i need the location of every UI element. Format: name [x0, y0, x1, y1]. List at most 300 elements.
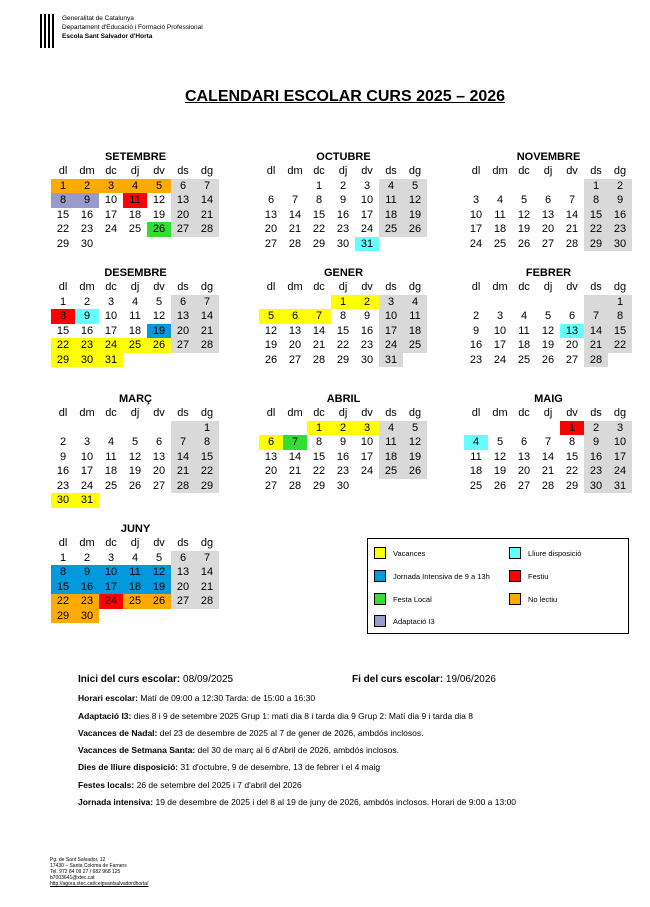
day-header: dj	[543, 407, 553, 419]
day-header: dm	[287, 407, 303, 419]
day-cell: 24	[99, 338, 123, 353]
day-cell: 16	[360, 324, 374, 337]
day-cell: 3	[83, 436, 91, 448]
dies-lliure-disposicio: Dies de lliure disposició: 31 d'octubre, 9 de desembre, 13 de febrer i el 4 maig	[78, 762, 381, 772]
vacances-setmana-santa: Vacances de Setmana Santa: del 30 de març al 6 d'Abril de 2026, ambdós inclosos.	[78, 745, 400, 755]
day-cell: 1	[51, 179, 75, 194]
day-cell: 28	[195, 594, 219, 609]
month-7	[51, 392, 220, 508]
empty-cell	[283, 421, 307, 436]
day-cell: 22	[312, 465, 326, 477]
day-header: dm	[79, 281, 95, 293]
day-cell: 19	[147, 324, 171, 339]
day-cell: 29	[51, 609, 75, 624]
legend-item-adaptacio	[374, 615, 435, 627]
day-cell: 14	[312, 324, 326, 337]
day-cell: 2	[83, 551, 91, 564]
empty-cell	[123, 421, 147, 436]
day-cell: 16	[336, 450, 350, 463]
day-cell: 6	[267, 194, 275, 206]
day-cell: 8	[51, 309, 75, 324]
day-cell: 19	[128, 465, 142, 477]
day-cell: 12	[264, 324, 278, 337]
footer-link[interactable]: http://agora.xtec.cat/ceipsantsalvadordhorta/	[50, 881, 149, 887]
day-cell: 17	[104, 324, 118, 337]
day-cell: 8	[51, 565, 75, 580]
empty-cell	[512, 421, 536, 436]
day-cell: 20	[264, 223, 278, 235]
day-cell: 3	[355, 421, 379, 436]
header-line-2: Departament d'Educació i Formació Professional	[62, 24, 203, 31]
day-cell: 11	[123, 193, 147, 208]
day-cell: 30	[336, 237, 350, 250]
month-name: NOVEMBRE	[516, 151, 581, 163]
day-cell: 24	[80, 479, 94, 492]
day-cell: 18	[128, 208, 142, 221]
day-cell: 27	[152, 479, 166, 492]
month-grid	[51, 280, 220, 367]
day-cell: 26	[493, 479, 507, 492]
empty-cell	[259, 421, 283, 436]
day-cell: 24	[608, 464, 632, 479]
day-cell: 14	[171, 450, 195, 465]
empty-cell	[536, 179, 560, 194]
day-cell: 13	[264, 450, 278, 463]
day-header: dl	[266, 407, 276, 419]
day-cell: 29	[565, 479, 579, 492]
day-cell: 8	[568, 436, 576, 448]
day-header: dc	[313, 165, 325, 177]
day-cell: 7	[195, 179, 219, 194]
vacances-nadal: Vacances de Nadal: del 23 de desembre de 2025 al 7 de gener de 2026, ambdós inclosos.	[78, 728, 424, 738]
day-header: dl	[471, 165, 481, 177]
day-cell: 16	[469, 339, 483, 351]
day-header: dj	[543, 165, 553, 177]
day-cell: 22	[565, 465, 579, 477]
generalitat-logo	[40, 14, 54, 48]
day-cell: 4	[379, 179, 403, 194]
empty-cell	[464, 295, 488, 310]
day-cell: 1	[331, 295, 355, 310]
day-cell: 18	[517, 339, 531, 351]
day-cell: 7	[584, 309, 608, 324]
day-cell: 29	[51, 353, 75, 368]
day-cell: 11	[494, 208, 506, 221]
day-cell: 26	[147, 222, 171, 237]
day-cell: 10	[104, 194, 118, 206]
day-cell: 14	[565, 208, 579, 221]
month-name: SETEMBRE	[104, 151, 167, 163]
day-cell: 28	[195, 338, 219, 353]
day-header: dc	[518, 165, 530, 177]
empty-cell	[283, 179, 307, 194]
day-cell: 23	[336, 465, 350, 477]
day-cell: 27	[264, 479, 278, 492]
day-cell: 10	[379, 309, 403, 324]
day-cell: 12	[403, 435, 427, 450]
day-cell: 19	[403, 208, 427, 223]
day-cell: 20	[171, 580, 195, 595]
month-grid	[259, 164, 428, 251]
day-header: dl	[471, 407, 481, 419]
day-cell: 18	[379, 450, 403, 465]
day-cell: 13	[288, 324, 302, 337]
day-cell: 17	[360, 450, 374, 463]
day-cell: 23	[360, 339, 374, 351]
day-cell: 19	[493, 465, 507, 477]
header-line-3: Escola Sant Salvador d'Horta	[62, 33, 153, 40]
day-header: dv	[566, 165, 578, 177]
day-cell: 22	[584, 222, 608, 237]
day-header: dm	[492, 407, 508, 419]
day-cell: 3	[496, 310, 504, 322]
day-cell: 13	[171, 193, 195, 208]
day-cell: 9	[472, 324, 480, 337]
day-cell: 13	[264, 208, 278, 221]
day-cell: 30	[51, 493, 75, 508]
month-grid	[259, 406, 428, 493]
day-cell: 29	[584, 237, 608, 252]
day-cell: 1	[315, 179, 323, 192]
day-cell: 24	[99, 594, 123, 609]
day-cell: 15	[312, 450, 326, 463]
legend-item-vacances	[374, 547, 425, 559]
legend-swatch	[374, 593, 386, 605]
day-cell: 18	[493, 223, 507, 235]
festes-locals: Festes locals: 26 de setembre del 2025 i 7 d'abril del 2026	[78, 780, 302, 790]
day-cell: 15	[336, 324, 350, 337]
legend-label: Festa Local	[393, 594, 432, 604]
day-cell: 26	[264, 353, 278, 366]
day-cell: 10	[80, 450, 94, 463]
day-cell: 2	[472, 310, 480, 322]
day-header: dm	[79, 407, 95, 419]
day-cell: 27	[541, 237, 555, 250]
day-header: dm	[79, 165, 95, 177]
day-header: dc	[313, 407, 325, 419]
day-cell: 19	[541, 339, 555, 351]
day-header: dg	[200, 281, 214, 293]
month-name: MAIG	[534, 393, 563, 405]
day-cell: 29	[56, 237, 70, 250]
day-cell: 17	[80, 465, 94, 477]
day-cell: 15	[312, 208, 326, 221]
day-cell: 7	[544, 436, 552, 448]
day-cell: 5	[147, 179, 171, 194]
day-cell: 5	[259, 309, 283, 324]
day-cell: 21	[288, 465, 302, 477]
day-cell: 8	[339, 310, 347, 322]
day-header: dc	[105, 165, 117, 177]
footer-line: Tel. 972 84 09 27 / 682 968 125	[50, 869, 121, 875]
month-8	[259, 392, 428, 493]
day-cell: 12	[152, 310, 166, 322]
day-cell: 2	[339, 179, 347, 192]
day-cell: 9	[363, 310, 371, 322]
day-cell: 4	[464, 435, 488, 450]
month-5	[259, 266, 428, 367]
day-cell: 21	[171, 464, 195, 479]
day-header: dj	[130, 165, 140, 177]
day-cell: 20	[171, 208, 195, 223]
day-cell: 11	[403, 309, 427, 324]
month-name: FEBRER	[525, 267, 572, 279]
day-cell: 3	[363, 179, 371, 192]
day-cell: 20	[152, 465, 166, 477]
day-cell: 11	[379, 193, 403, 208]
day-header: dj	[338, 165, 348, 177]
day-header: dm	[492, 165, 508, 177]
day-cell: 20	[171, 324, 195, 339]
day-cell: 7	[307, 309, 331, 324]
day-cell: 6	[544, 194, 552, 206]
day-cell: 22	[336, 339, 350, 351]
day-cell: 6	[155, 436, 163, 448]
day-cell: 31	[99, 353, 123, 368]
day-cell: 1	[584, 179, 608, 194]
day-cell: 28	[565, 237, 579, 250]
day-cell: 12	[147, 565, 171, 580]
footer-line: b7003641@xtec.cat	[50, 875, 95, 881]
legend-swatch	[374, 570, 386, 582]
month-name: JUNY	[120, 523, 151, 535]
day-cell: 9	[339, 436, 347, 448]
day-cell: 15	[56, 208, 70, 221]
day-header: dl	[58, 407, 68, 419]
day-cell: 8	[608, 309, 632, 324]
day-cell: 1	[195, 421, 219, 436]
day-cell: 25	[493, 237, 507, 250]
day-header: dm	[287, 165, 303, 177]
day-cell: 31	[608, 479, 632, 494]
day-header: dj	[543, 281, 553, 293]
day-header: dj	[130, 281, 140, 293]
month-grid	[51, 164, 220, 251]
day-cell: 25	[104, 479, 118, 492]
day-cell: 6	[259, 435, 283, 450]
day-cell: 17	[608, 450, 632, 465]
day-header: dm	[79, 537, 95, 549]
day-header: dc	[313, 281, 325, 293]
month-grid	[51, 406, 220, 508]
legend-label: No lectiu	[528, 594, 558, 604]
day-cell: 24	[360, 223, 374, 235]
day-cell: 21	[584, 338, 608, 353]
day-cell: 2	[59, 436, 67, 448]
day-cell: 27	[171, 222, 195, 237]
day-cell: 18	[403, 324, 427, 339]
day-cell: 7	[195, 295, 219, 310]
day-header: dc	[518, 281, 530, 293]
day-cell: 23	[584, 464, 608, 479]
day-cell: 9	[59, 450, 67, 463]
day-cell: 12	[493, 450, 507, 463]
empty-cell	[536, 421, 560, 436]
month-6	[464, 266, 633, 367]
legend-swatch	[374, 547, 386, 559]
day-cell: 5	[131, 436, 139, 448]
day-cell: 17	[379, 324, 403, 339]
day-cell: 19	[517, 223, 531, 235]
day-header: dl	[266, 165, 276, 177]
day-cell: 3	[608, 421, 632, 436]
day-cell: 17	[104, 208, 118, 221]
day-cell: 15	[565, 450, 579, 463]
empty-cell	[464, 179, 488, 194]
day-cell: 14	[195, 309, 219, 324]
day-cell: 17	[99, 580, 123, 595]
day-cell: 22	[56, 223, 70, 235]
day-cell: 21	[565, 223, 579, 235]
day-header: dg	[613, 281, 627, 293]
legend-swatch	[509, 593, 521, 605]
empty-cell	[536, 295, 560, 310]
day-cell: 28	[288, 479, 302, 492]
day-cell: 12	[128, 450, 142, 463]
day-header: dv	[153, 165, 165, 177]
header-line-1: Generalitat de Catalunya	[62, 15, 134, 22]
day-cell: 19	[147, 580, 171, 595]
day-cell: 27	[565, 353, 579, 366]
day-cell: 21	[312, 339, 326, 351]
day-cell: 30	[75, 353, 99, 368]
month-3	[464, 150, 633, 251]
day-cell: 10	[469, 208, 483, 221]
day-cell: 25	[123, 594, 147, 609]
day-cell: 30	[608, 237, 632, 252]
day-cell: 8	[195, 435, 219, 450]
day-cell: 21	[195, 580, 219, 595]
day-cell: 25	[123, 338, 147, 353]
day-cell: 4	[131, 295, 139, 308]
day-cell: 6	[568, 310, 576, 322]
day-cell: 4	[520, 310, 528, 322]
jornada-intensiva: Jornada intensiva: 19 de desembre de 2025 i del 8 al 19 de juny de 2026, ambdós inclosos. Horari de 9:00 a 13:00	[78, 797, 517, 807]
day-cell: 22	[51, 338, 75, 353]
day-cell: 1	[59, 295, 67, 308]
day-cell: 11	[123, 565, 147, 580]
day-cell: 31	[75, 493, 99, 508]
legend	[367, 538, 629, 634]
fi-curs: Fi del curs escolar: 19/06/2026	[352, 674, 496, 685]
day-header: dv	[566, 281, 578, 293]
day-cell: 25	[469, 479, 483, 492]
day-cell: 15	[56, 324, 70, 337]
day-header: dj	[338, 281, 348, 293]
day-cell: 25	[379, 464, 403, 479]
inici-curs: Inici del curs escolar: 08/09/2025	[78, 674, 234, 685]
empty-cell	[560, 179, 584, 194]
month-name: DESEMBRE	[104, 267, 167, 279]
month-grid	[51, 536, 220, 623]
day-cell: 15	[51, 580, 75, 595]
day-cell: 30	[80, 237, 94, 250]
day-cell: 10	[360, 194, 374, 206]
day-cell: 4	[107, 436, 115, 448]
day-cell: 6	[171, 179, 195, 194]
day-cell: 11	[470, 450, 482, 463]
day-cell: 15	[584, 208, 608, 223]
adaptacio-i3: Adaptació I3: dies 8 i 9 de setembre 2025 Grup 1: matí dia 8 i tarda dia 9 Grup 2: Matí dia 9 i tarda dia 8	[78, 711, 473, 721]
day-cell: 7	[568, 194, 576, 206]
day-cell: 9	[339, 194, 347, 206]
day-cell: 18	[104, 465, 118, 477]
day-cell: 23	[75, 338, 99, 353]
day-cell: 13	[541, 208, 555, 221]
day-header: dm	[492, 281, 508, 293]
day-cell: 20	[565, 339, 579, 351]
empty-cell	[488, 179, 512, 194]
day-cell: 31	[355, 237, 379, 252]
day-header: dv	[566, 407, 578, 419]
day-cell: 26	[403, 464, 427, 479]
day-cell: 13	[560, 324, 584, 339]
day-header: ds	[177, 281, 189, 293]
day-cell: 29	[312, 479, 326, 492]
day-cell: 6	[520, 436, 528, 448]
day-cell: 10	[104, 310, 118, 322]
empty-cell	[259, 295, 283, 310]
footer-address	[50, 857, 148, 887]
day-cell: 13	[171, 309, 195, 324]
day-cell: 12	[517, 208, 531, 221]
empty-cell	[307, 295, 331, 310]
day-header: dv	[361, 165, 373, 177]
day-cell: 20	[264, 465, 278, 477]
day-header: dg	[200, 165, 214, 177]
day-cell: 2	[75, 179, 99, 194]
day-cell: 12	[152, 194, 166, 206]
day-cell: 16	[56, 465, 70, 477]
day-cell: 15	[195, 450, 219, 465]
day-cell: 28	[288, 237, 302, 250]
month-4	[51, 266, 220, 367]
day-cell: 16	[75, 580, 99, 595]
day-cell: 3	[107, 551, 115, 564]
day-header: dg	[408, 281, 422, 293]
day-cell: 17	[493, 339, 507, 351]
day-header: ds	[590, 281, 602, 293]
day-cell: 30	[360, 353, 374, 366]
day-header: ds	[177, 407, 189, 419]
legend-label: Festiu	[528, 571, 549, 581]
day-cell: 5	[403, 179, 427, 194]
month-name: MARÇ	[119, 393, 152, 405]
day-header: dl	[58, 165, 68, 177]
month-name: OCTUBRE	[316, 151, 371, 163]
day-cell: 16	[584, 450, 608, 465]
day-cell: 13	[152, 450, 166, 463]
month-grid	[464, 280, 633, 367]
footer-line: 17430 – Santa Coloma de Farners	[50, 863, 127, 869]
day-cell: 11	[129, 310, 141, 322]
day-cell: 23	[56, 479, 70, 492]
legend-item-intensiva	[374, 570, 490, 582]
day-header: dv	[153, 537, 165, 549]
month-name: GENER	[323, 267, 364, 279]
day-header: dv	[361, 407, 373, 419]
day-cell: 6	[171, 295, 195, 310]
day-cell: 19	[264, 339, 278, 351]
day-header: dg	[613, 165, 627, 177]
day-header: ds	[385, 407, 397, 419]
day-cell: 4	[379, 421, 403, 436]
day-cell: 13	[171, 565, 195, 580]
month-1	[51, 150, 220, 251]
day-cell: 2	[331, 421, 355, 436]
day-cell: 2	[83, 295, 91, 308]
empty-cell	[259, 179, 283, 194]
